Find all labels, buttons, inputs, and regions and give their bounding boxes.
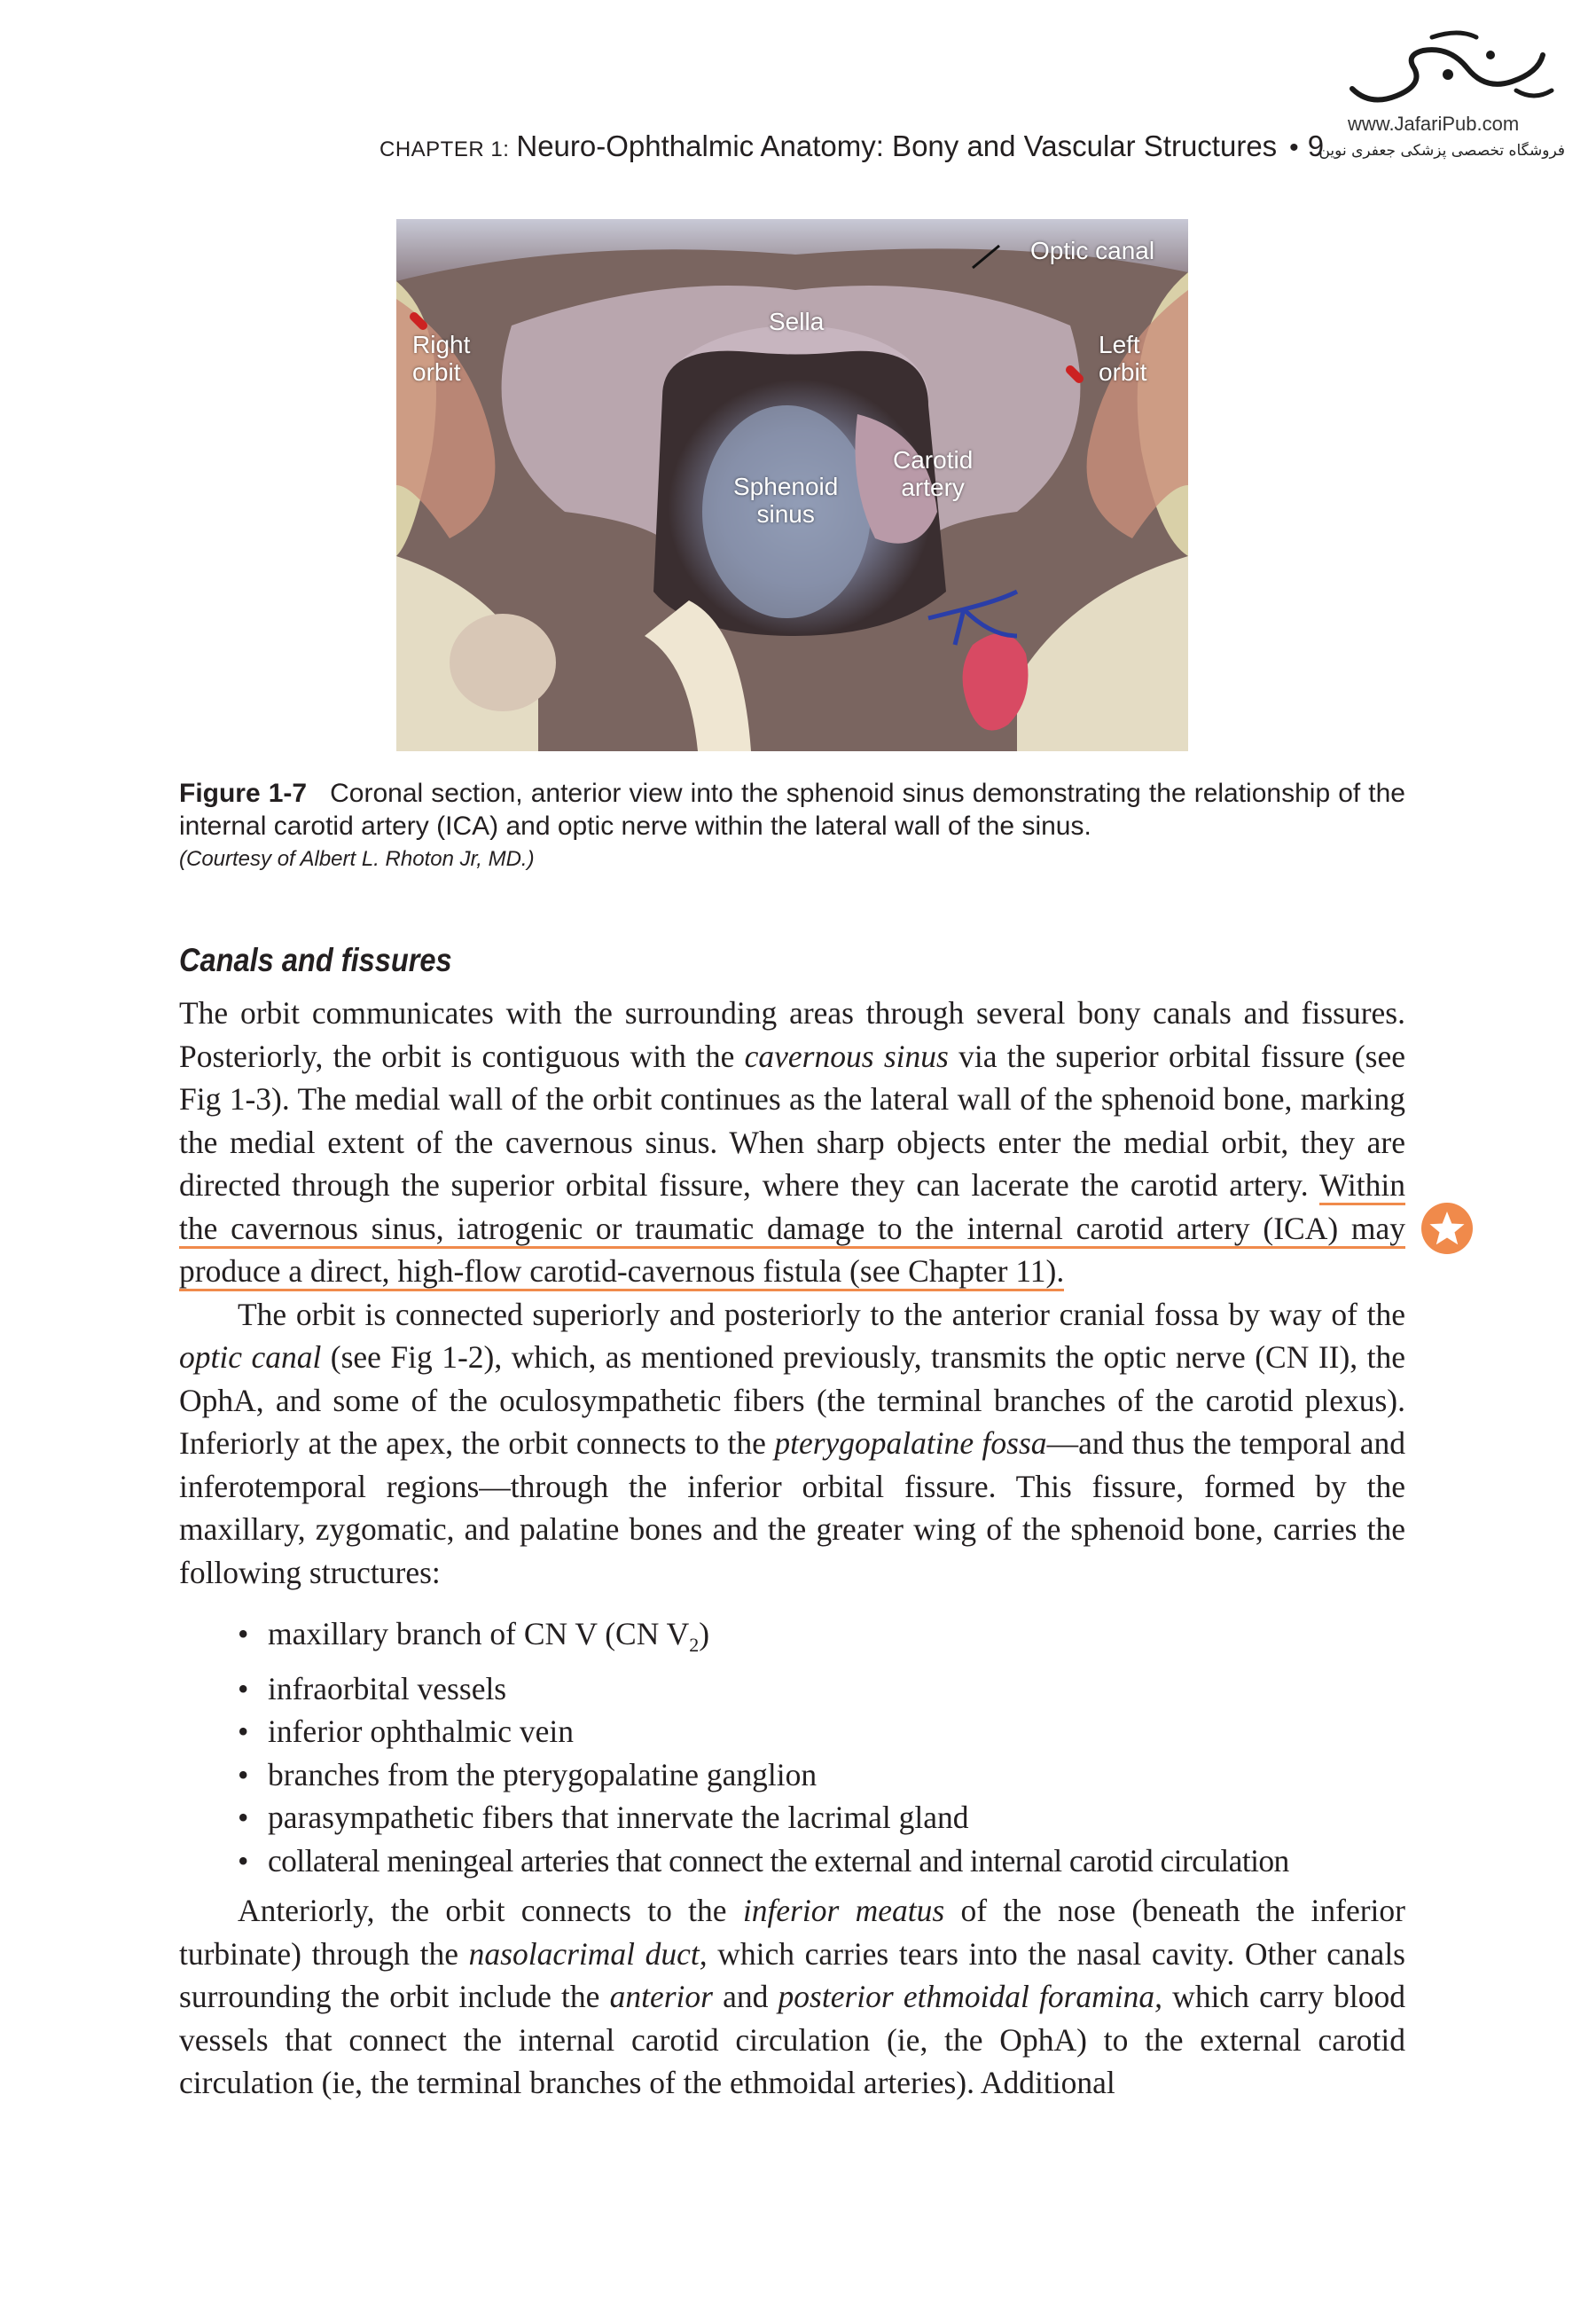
label-carotid-artery: Carotid artery bbox=[893, 446, 974, 501]
figure-caption bbox=[179, 777, 1405, 875]
body-text-lower bbox=[179, 1889, 1405, 2105]
section-heading: Canals and fissures bbox=[179, 942, 452, 978]
list-item: • inferior ophthalmic vein bbox=[238, 1710, 1289, 1753]
caption-text: Coronal section, anterior view into the sphenoid sinus demonstrating the relationship of the internal carotid artery (ICA) and optic nerve within the lateral wall of the sinus. bbox=[179, 779, 1405, 841]
publisher-url[interactable]: www.JafariPub.com bbox=[1348, 113, 1520, 135]
list-item: • parasympathetic fibers that innervate the lacrimal gland bbox=[238, 1796, 1289, 1839]
separator-dot: • bbox=[1289, 133, 1299, 162]
caption-credit: (Courtesy of Albert L. Rhoton Jr, MD.) bbox=[179, 847, 535, 871]
publisher-tagline: فروشگاه تخصصی پزشکی جعفری نوین bbox=[1318, 142, 1565, 160]
list-item: • maxillary branch of CN V (CN $V_2$) bbox=[238, 1612, 1289, 1667]
publisher-logo bbox=[1318, 20, 1565, 175]
paragraph-2: The orbit is connected superiorly and posteriorly to the anterior cranial fossa by way of the optic canal (see Fig 1-2), which, as mentioned previously, transmits the optic nerve (CN II), the OphA, and some of the oculosympathetic fibers (the terminal branches of the carotid plexus). Inferiorly at the apex, the orbit connects to the pterygopalatine fossa—and thus the temporal and inferotemporal regions—through the inferior orbital fissure. This fissure, formed by the maxillary, zygomatic, and palatine bones and the greater wing of the sphenoid bone, carries the following structures: bbox=[179, 1296, 1406, 1590]
structures-list bbox=[238, 1612, 1289, 1882]
star-badge-icon bbox=[1420, 1202, 1474, 1255]
list-item: • collateral meningeal arteries that connect the external and internal carotid circulation bbox=[238, 1839, 1289, 1883]
page-number: 9 bbox=[1307, 129, 1325, 162]
figure-photo bbox=[396, 219, 1188, 751]
label-sphenoid-sinus: Sphenoid sinus bbox=[733, 473, 839, 528]
list-item: • branches from the pterygopalatine ganglion bbox=[238, 1753, 1289, 1797]
list-item: • infraorbital vessels bbox=[238, 1667, 1289, 1711]
jafari-pub-logo-icon bbox=[1334, 20, 1565, 117]
chapter-label: CHAPTER 1: bbox=[379, 137, 510, 161]
running-head bbox=[379, 129, 1324, 163]
figure-number: Figure 1-7 bbox=[179, 779, 308, 808]
label-sella: Sella bbox=[769, 308, 825, 335]
label-left-orbit: Left orbit bbox=[1099, 331, 1147, 386]
highlighted-sentence: Within the cavernous sinus, iatrogenic or traumatic damage to the internal carotid artery (ICA) may produce a direct, high-flow carotid-cavernous fistula (see Chapter 11). bbox=[179, 1167, 1405, 1291]
paragraph-1: The orbit communicates with the surrounding areas through several bony canals and fissures. Posteriorly, the orbit is contiguous with the cavernous sinus via the superior orbital fissure (see Fig 1-3). The medial wall of the orbit continues as the lateral wall of the sphenoid bone, marking the medial extent of the cavernous sinus. When sharp objects enter the medial orbit, they are directed through the superior orbital fissure, where they can lacerate the carotid artery. Within the cavernous sinus, iatrogenic or traumatic damage to the internal carotid artery (ICA) may produce a direct, high-flow carotid-cavernous fistula (see Chapter 11). bbox=[179, 992, 1405, 1293]
chapter-title: Neuro-Ophthalmic Anatomy: Bony and Vascular Structures bbox=[516, 129, 1278, 162]
paragraph-3: Anteriorly, the orbit connects to the inferior meatus of the nose (beneath the inferior turbinate) through the nasolacrimal duct, which carries tears into the nasal cavity. Other canals surrounding the orbit include the anterior and posterior ethmoidal foramina, which carry blood vessels that connect the internal carotid circulation (ie, the OphA) to the external carotid circulation (ie, the terminal branches of the ethmoidal arteries). Additional bbox=[179, 1893, 1405, 2100]
label-right-orbit: Right orbit bbox=[412, 331, 471, 386]
body-text-upper bbox=[179, 992, 1405, 1594]
label-optic-canal: Optic canal bbox=[1030, 237, 1155, 264]
